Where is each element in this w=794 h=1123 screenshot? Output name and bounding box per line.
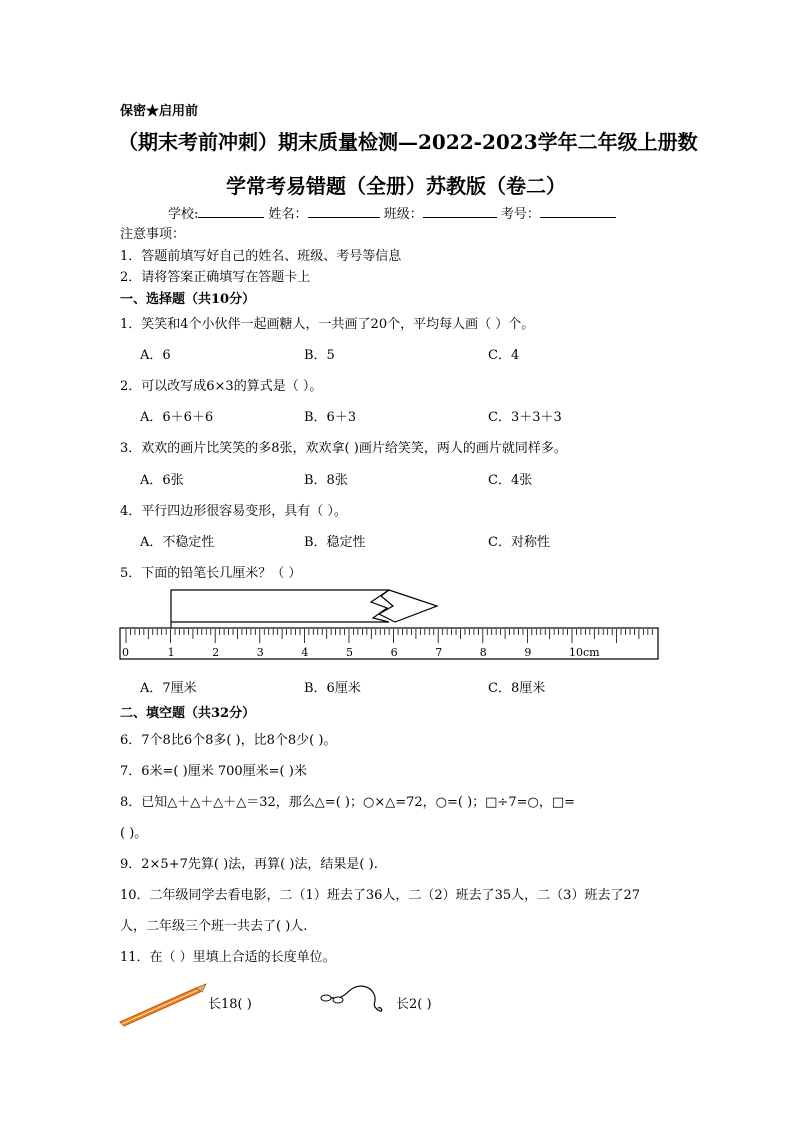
- earphones-icon: [318, 982, 388, 1022]
- q5-option-c[interactable]: C．8厘米: [488, 681, 546, 696]
- q2-option-c[interactable]: C．3＋3＋3: [488, 410, 562, 425]
- question-3: 3．欢欢的画片比笑笑的多8张，欢欢拿( )画片给笑笑，两人的画片就同样多。: [120, 441, 567, 456]
- question-5: 5．下面的铅笔长几厘米？（ ）: [120, 566, 302, 581]
- ruler-label: 4: [301, 646, 309, 659]
- q1-option-a[interactable]: A．6: [140, 348, 171, 363]
- student-info-row: [168, 203, 616, 222]
- q4-option-c[interactable]: C．对称性: [488, 535, 550, 550]
- ruler: [120, 628, 658, 659]
- pencil-outline: [171, 590, 437, 630]
- ruler-label: 5: [346, 646, 353, 659]
- ruler-figure: [119, 588, 661, 668]
- q4-option-b[interactable]: B．稳定性: [304, 535, 366, 550]
- school-label: 学校:: [168, 207, 199, 222]
- q3-option-b[interactable]: B．8张: [304, 473, 348, 488]
- ruler-label: 9: [524, 646, 532, 659]
- school-blank[interactable]: [198, 205, 264, 218]
- class-label: 班级：: [383, 207, 423, 222]
- note-item: 1．答题前填写好自己的姓名、班级、考号等信息: [120, 249, 402, 264]
- question-10-continued: 人，二年级三个班一共去了( )人.: [120, 919, 308, 934]
- question-2: 2．可以改写成6×3的算式是（ ）。: [120, 379, 323, 394]
- ruler-label: 1: [167, 646, 175, 659]
- question-8-continued: ( )。: [120, 826, 148, 841]
- ruler-label: 6: [390, 646, 398, 659]
- confidential-label: 保密★启用前: [120, 104, 199, 119]
- name-label: 姓名：: [268, 207, 308, 222]
- exam-number-label: 考号：: [500, 207, 540, 222]
- q1-option-b[interactable]: B．5: [304, 348, 335, 363]
- note-item: 2．请将答案正确填写在答题卡上: [120, 270, 311, 285]
- name-blank[interactable]: [308, 205, 380, 218]
- notes-title: 注意事项：: [120, 227, 186, 242]
- question-1: 1．笑笑和4个小伙伴一起画糖人，一共画了20个，平均每人画（ ）个。: [120, 317, 535, 332]
- question-4: 4．平行四边形很容易变形，具有（ ）。: [120, 504, 347, 519]
- section-choice-title: 一、选择题（共10分）: [120, 292, 256, 307]
- q4-option-a[interactable]: A．不稳定性: [140, 535, 215, 550]
- question-9: 9．2×5+7先算( )法，再算( )法，结果是( ).: [120, 857, 378, 872]
- ruler-label: 3: [256, 646, 264, 659]
- q5-option-b[interactable]: B．6厘米: [304, 681, 361, 696]
- question-11: 11．在（ ）里填上合适的长度单位。: [120, 950, 336, 965]
- q11-earphones-length: 长2( ): [396, 997, 432, 1012]
- q5-option-a[interactable]: A．7厘米: [140, 681, 197, 696]
- q2-option-b[interactable]: B．6＋3: [304, 410, 357, 425]
- ruler-label: 2: [212, 646, 220, 659]
- ruler-label: 7: [435, 646, 443, 659]
- section-fill-title: 二、填空题（共32分）: [120, 706, 256, 721]
- class-blank[interactable]: [423, 205, 497, 218]
- ruler-label: 0: [122, 646, 129, 659]
- exam-number-blank[interactable]: [540, 205, 616, 218]
- question-8: 8．已知△＋△＋△＋△＝32，那么△=( )；○×△=72，○=( )；□÷7=○，□=: [120, 795, 576, 810]
- pencil-icon: [118, 982, 208, 1027]
- exam-title-line1: （期末考前冲刺）期末质量检测—2022-2023学年二年级上册数: [118, 130, 698, 154]
- q3-option-c[interactable]: C．4张: [488, 473, 533, 488]
- ruler-label: 8: [479, 646, 487, 659]
- q11-pencil-length: 长18( ): [208, 997, 252, 1012]
- question-6: 6．7个8比6个8多( )，比8个8少( )。: [120, 733, 337, 748]
- q1-option-c[interactable]: C．4: [488, 348, 520, 363]
- question-10: 10．二年级同学去看电影，二（1）班去了36人，二（2）班去了35人，二（3）班去了27: [120, 888, 640, 903]
- question-7: 7．6米=( )厘米 700厘米=( )米: [120, 764, 307, 779]
- q3-option-a[interactable]: A．6张: [140, 473, 184, 488]
- ruler-label: 10cm: [569, 646, 600, 659]
- exam-title-line2: 学常考易错题（全册）苏教版（卷二）: [226, 174, 566, 198]
- q2-option-a[interactable]: A．6＋6＋6: [140, 410, 214, 425]
